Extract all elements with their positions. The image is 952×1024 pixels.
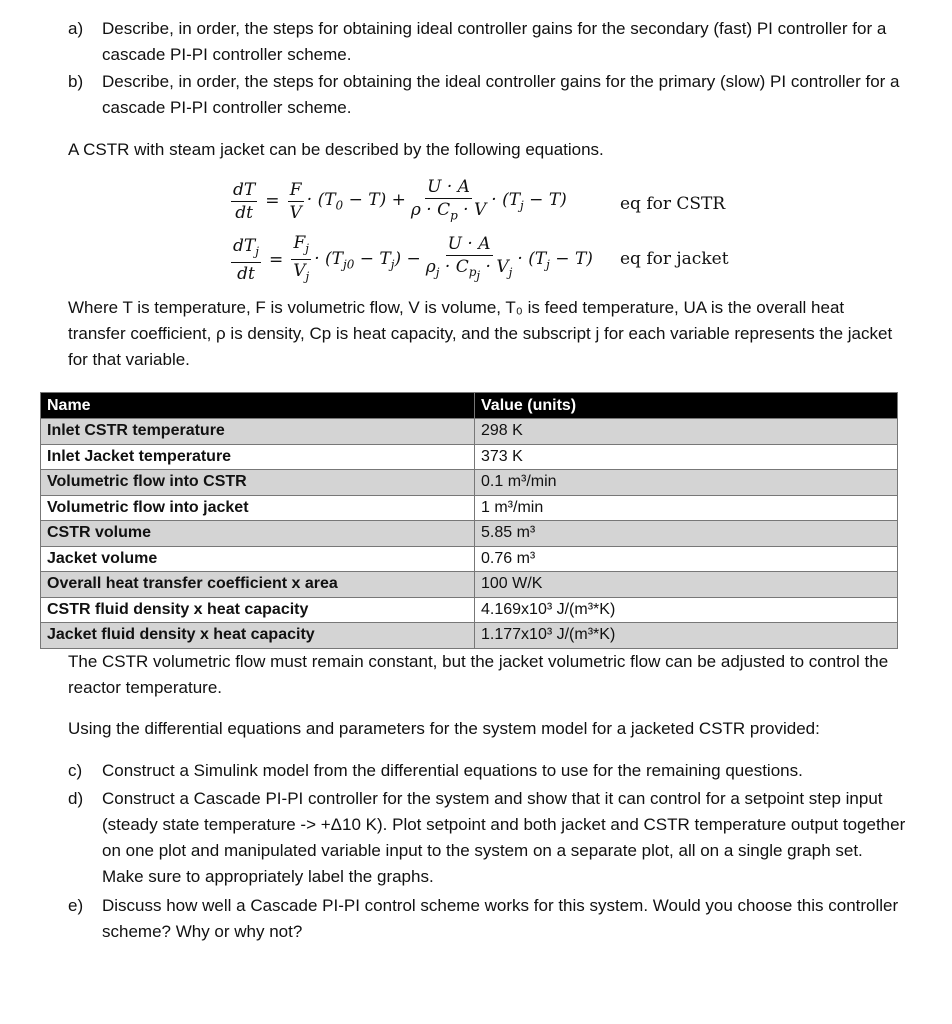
- param-name: Volumetric flow into CSTR: [41, 470, 475, 496]
- table-row: [41, 470, 898, 496]
- param-name: Inlet CSTR temperature: [41, 419, 475, 445]
- param-name: Jacket fluid density x heat capacity: [41, 623, 475, 649]
- table-row: [41, 572, 898, 598]
- question-label: a): [68, 19, 84, 38]
- jacket-equation-label: eq for jacket: [620, 249, 729, 269]
- variable-definitions: Where T is temperature, F is volumetric flow, V is volume, T₀ is feed temperature, UA is the overall heat transfer coefficient, ρ is density, Cp is heat capacity, and the subscript j for each variable represents the jacket for that variable.: [68, 298, 893, 369]
- param-value: 100 W/K: [475, 572, 898, 598]
- param-value: 0.1 m³/min: [475, 470, 898, 496]
- question-label: b): [68, 72, 84, 91]
- param-name: Volumetric flow into jacket: [41, 495, 475, 521]
- table-row: [41, 521, 898, 547]
- using-text: Using the differential equations and parameters for the system model for a jacketed CSTR provided:: [68, 719, 820, 738]
- table-row: [41, 597, 898, 623]
- param-name: Overall heat transfer coefficient x area: [41, 572, 475, 598]
- question-label: c): [68, 761, 83, 780]
- param-value: 1.177x10³ J/(m³*K): [475, 623, 898, 649]
- table-row: [41, 495, 898, 521]
- question-b: [68, 69, 908, 121]
- param-name: Inlet Jacket temperature: [41, 444, 475, 470]
- question-c: [68, 758, 908, 784]
- question-a: [68, 16, 908, 68]
- param-value: 5.85 m³: [475, 521, 898, 547]
- cstr-equation: $\frac{dT}{dt}$ = $\frac{F}{V}$ · $(T_0 - T)$ + $\frac{U \cdot A}{\rho \cdot C_p \cdot V}$ · $(T_j - T)$: [233, 177, 567, 223]
- table-row: [41, 444, 898, 470]
- equations-block: [228, 176, 748, 286]
- param-name: CSTR volume: [41, 521, 475, 547]
- question-text: Construct a Simulink model from the differential equations to use for the remaining questions.: [102, 761, 803, 780]
- question-text: Describe, in order, the steps for obtaining ideal controller gains for the secondary (fast) PI controller for a cascade PI-PI controller scheme.: [102, 19, 887, 64]
- intro-text: A CSTR with steam jacket can be described by the following equations.: [68, 140, 604, 159]
- table-row: [41, 546, 898, 572]
- param-name: CSTR fluid density x heat capacity: [41, 597, 475, 623]
- constant-flow-text: The CSTR volumetric flow must remain constant, but the jacket volumetric flow can be adjusted to control the reactor temperature.: [68, 652, 889, 697]
- parameter-table: [40, 392, 898, 649]
- table-header-row: [41, 393, 898, 419]
- cstr-equation-label: eq for CSTR: [620, 194, 726, 214]
- question-d: [68, 786, 908, 890]
- table-row: [41, 623, 898, 649]
- param-name: Jacket volume: [41, 546, 475, 572]
- question-text: Describe, in order, the steps for obtaining the ideal controller gains for the primary (slow) PI controller for a cascade PI-PI controller scheme.: [102, 72, 900, 117]
- header-value: Value (units): [475, 393, 898, 419]
- question-label: e): [68, 896, 84, 915]
- question-text: Discuss how well a Cascade PI-PI control scheme works for this system. Would you choose this controller scheme? Why or why not?: [102, 896, 899, 941]
- question-text: Construct a Cascade PI-PI controller for the system and show that it can control for a setpoint step input (steady state temperature -> +Δ10 K). Plot setpoint and both jacket and CSTR temperature output together on one plot and manipulated variable input to the system on a separate plot, all on a single graph set. Make sure to appropriately label the graphs.: [102, 789, 906, 886]
- param-value: 373 K: [475, 444, 898, 470]
- param-value: 1 m³/min: [475, 495, 898, 521]
- question-label: d): [68, 789, 84, 808]
- param-value: 298 K: [475, 419, 898, 445]
- table-row: [41, 419, 898, 445]
- question-e: [68, 893, 908, 945]
- header-name: Name: [41, 393, 475, 419]
- param-value: 0.76 m³: [475, 546, 898, 572]
- jacket-equation: $\frac{dT_j}{dt}$ = $\frac{F_j}{V_j}$ · $(T_{j0} - T_j)$ − $\frac{U \cdot A}{\rho_j \cdot C_{p_j} \cdot V_j}$ · $(T_j - T)$: [233, 233, 593, 285]
- param-value: 4.169x10³ J/(m³*K): [475, 597, 898, 623]
